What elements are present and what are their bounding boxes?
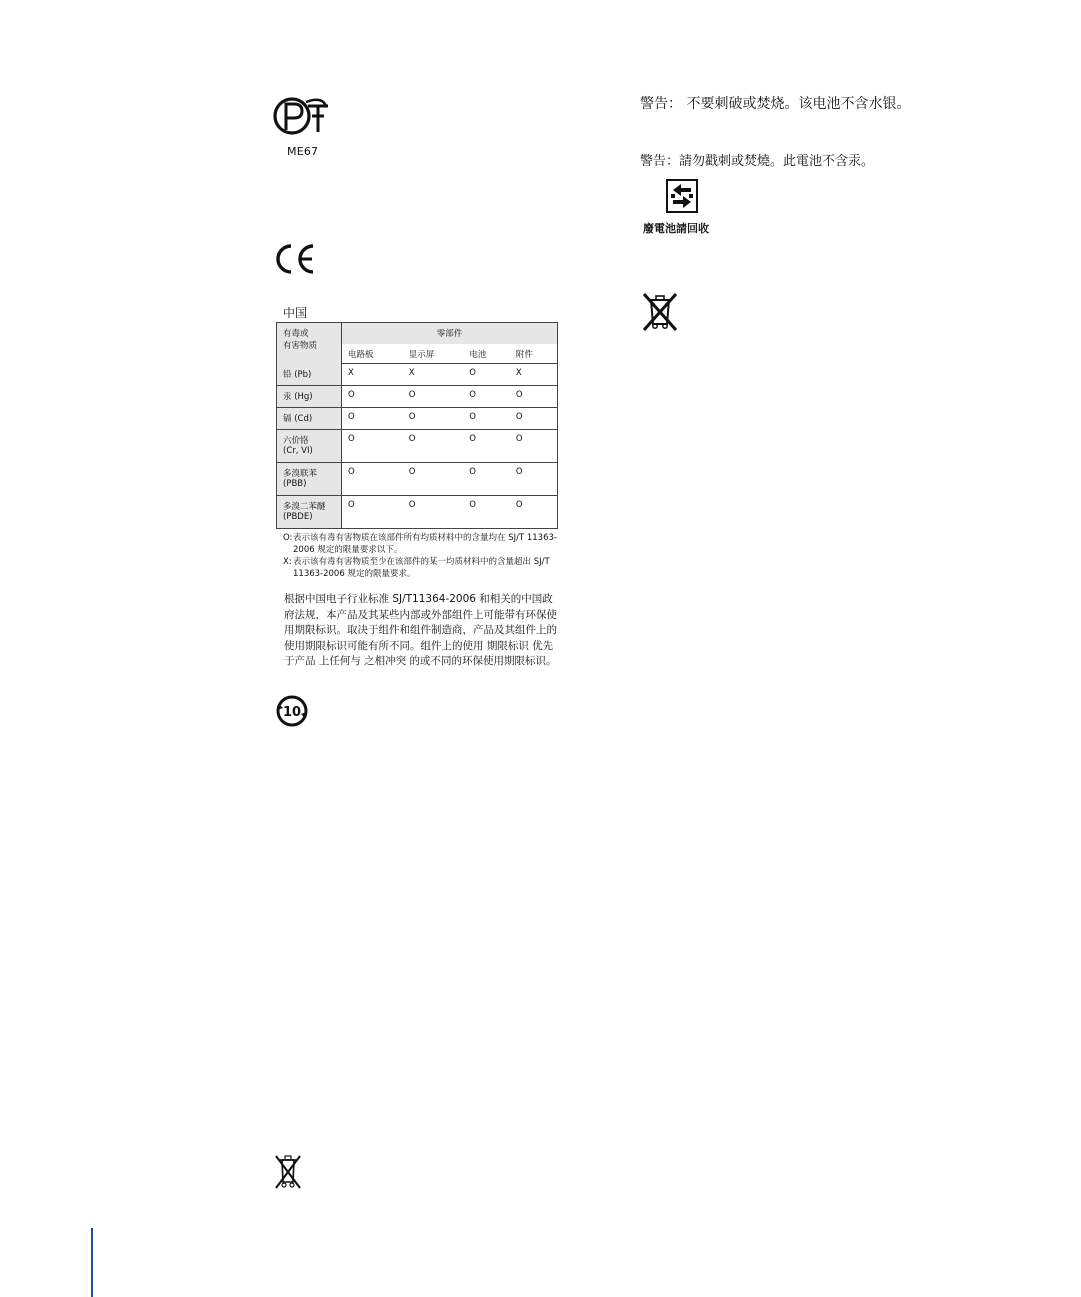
gost-pct-mark-icon (272, 94, 332, 140)
note-item (283, 556, 563, 580)
gost-code: ME67 (287, 145, 319, 158)
cell-value: O (463, 364, 510, 386)
cell-value: O (403, 408, 463, 430)
warning-simplified-chinese: 警告： 不要刺破或焚烧。该电池不含水银。 (640, 96, 911, 112)
row-label: 多溴联苯 (PBB) (277, 463, 342, 496)
row-label: 镉 (Cd) (277, 408, 342, 430)
note-text: 表示该有毒有害物质至少在该部件的某一均质材料中的含量超出 SJ/T 11363-2006 规定的限量要求。 (293, 557, 550, 579)
row-label: 多溴二苯醚 (PBDE) (277, 496, 342, 529)
column-header: 显示屏 (403, 344, 463, 364)
cell-value: O (403, 496, 463, 529)
cell-value: O (463, 430, 510, 463)
epup-number: 10 (282, 705, 302, 720)
cell-value: O (510, 408, 558, 430)
cell-value: O (342, 496, 403, 529)
recycle-label: 廢電池請回收 (643, 222, 709, 235)
table-header-substance: 有毒或 有害物质 (277, 323, 342, 364)
cell-value: O (463, 463, 510, 496)
table-row (277, 463, 558, 496)
column-header: 电路板 (342, 344, 403, 364)
cell-value: X (510, 364, 558, 386)
column-header: 电池 (463, 344, 510, 364)
note-key: X: (283, 557, 292, 567)
cell-value: O (510, 463, 558, 496)
china-rohs-paragraph: 根据中国电子行业标准 SJ/T11364-2006 和相关的中国政府法规，本产品及其某些内部或外部组件上可能带有环保使用期限标识。取决于组件和组件制造商，产品及其组件上的使用期限标识可能有所不同。组件上的使用 期限标识 优先于产品 上任何与 之相冲突 的或不同的环保使用期限标识。 (284, 593, 557, 667)
row-label: 汞 (Hg) (277, 386, 342, 408)
ce-mark-icon (274, 243, 316, 275)
row-label: 铅 (Pb) (277, 364, 342, 386)
crossed-out-wheelie-bin-icon (274, 1154, 302, 1190)
row-label: 六价铬 (Cr, VI) (277, 430, 342, 463)
column-header: 附件 (510, 344, 558, 364)
table-notes (283, 532, 563, 580)
note-item (283, 532, 563, 556)
cell-value: O (463, 408, 510, 430)
table-header-parts: 零部件 (342, 323, 558, 345)
margin-accent-line (91, 1228, 93, 1297)
cell-value: O (510, 496, 558, 529)
cell-value: O (342, 408, 403, 430)
cell-value: O (463, 496, 510, 529)
environment-protection-use-period-10-icon (275, 694, 309, 728)
cell-value: O (403, 463, 463, 496)
warning-traditional-chinese: 警告：請勿戳刺或焚燒。此電池不含汞。 (640, 154, 875, 169)
table-row (277, 386, 558, 408)
cell-value: X (403, 364, 463, 386)
table-row (277, 364, 558, 386)
note-text: 表示该有毒有害物质在该部件所有均质材料中的含量均在 SJ/T 11363-2006 规定的限量要求以下。 (293, 533, 557, 555)
cell-value: O (342, 430, 403, 463)
table-row (277, 408, 558, 430)
section-title-china: 中国 (283, 306, 308, 320)
hazardous-substances-table (276, 322, 558, 529)
cell-value: O (342, 463, 403, 496)
cell-value: O (463, 386, 510, 408)
table-row (277, 496, 558, 529)
battery-recycle-icon (665, 178, 699, 214)
cell-value: X (342, 364, 403, 386)
crossed-out-wheelie-bin-icon (640, 292, 680, 332)
cell-value: O (403, 430, 463, 463)
cell-value: O (403, 386, 463, 408)
table-row (277, 430, 558, 463)
cell-value: O (510, 430, 558, 463)
cell-value: O (510, 386, 558, 408)
cell-value: O (342, 386, 403, 408)
note-key: O: (283, 533, 293, 543)
